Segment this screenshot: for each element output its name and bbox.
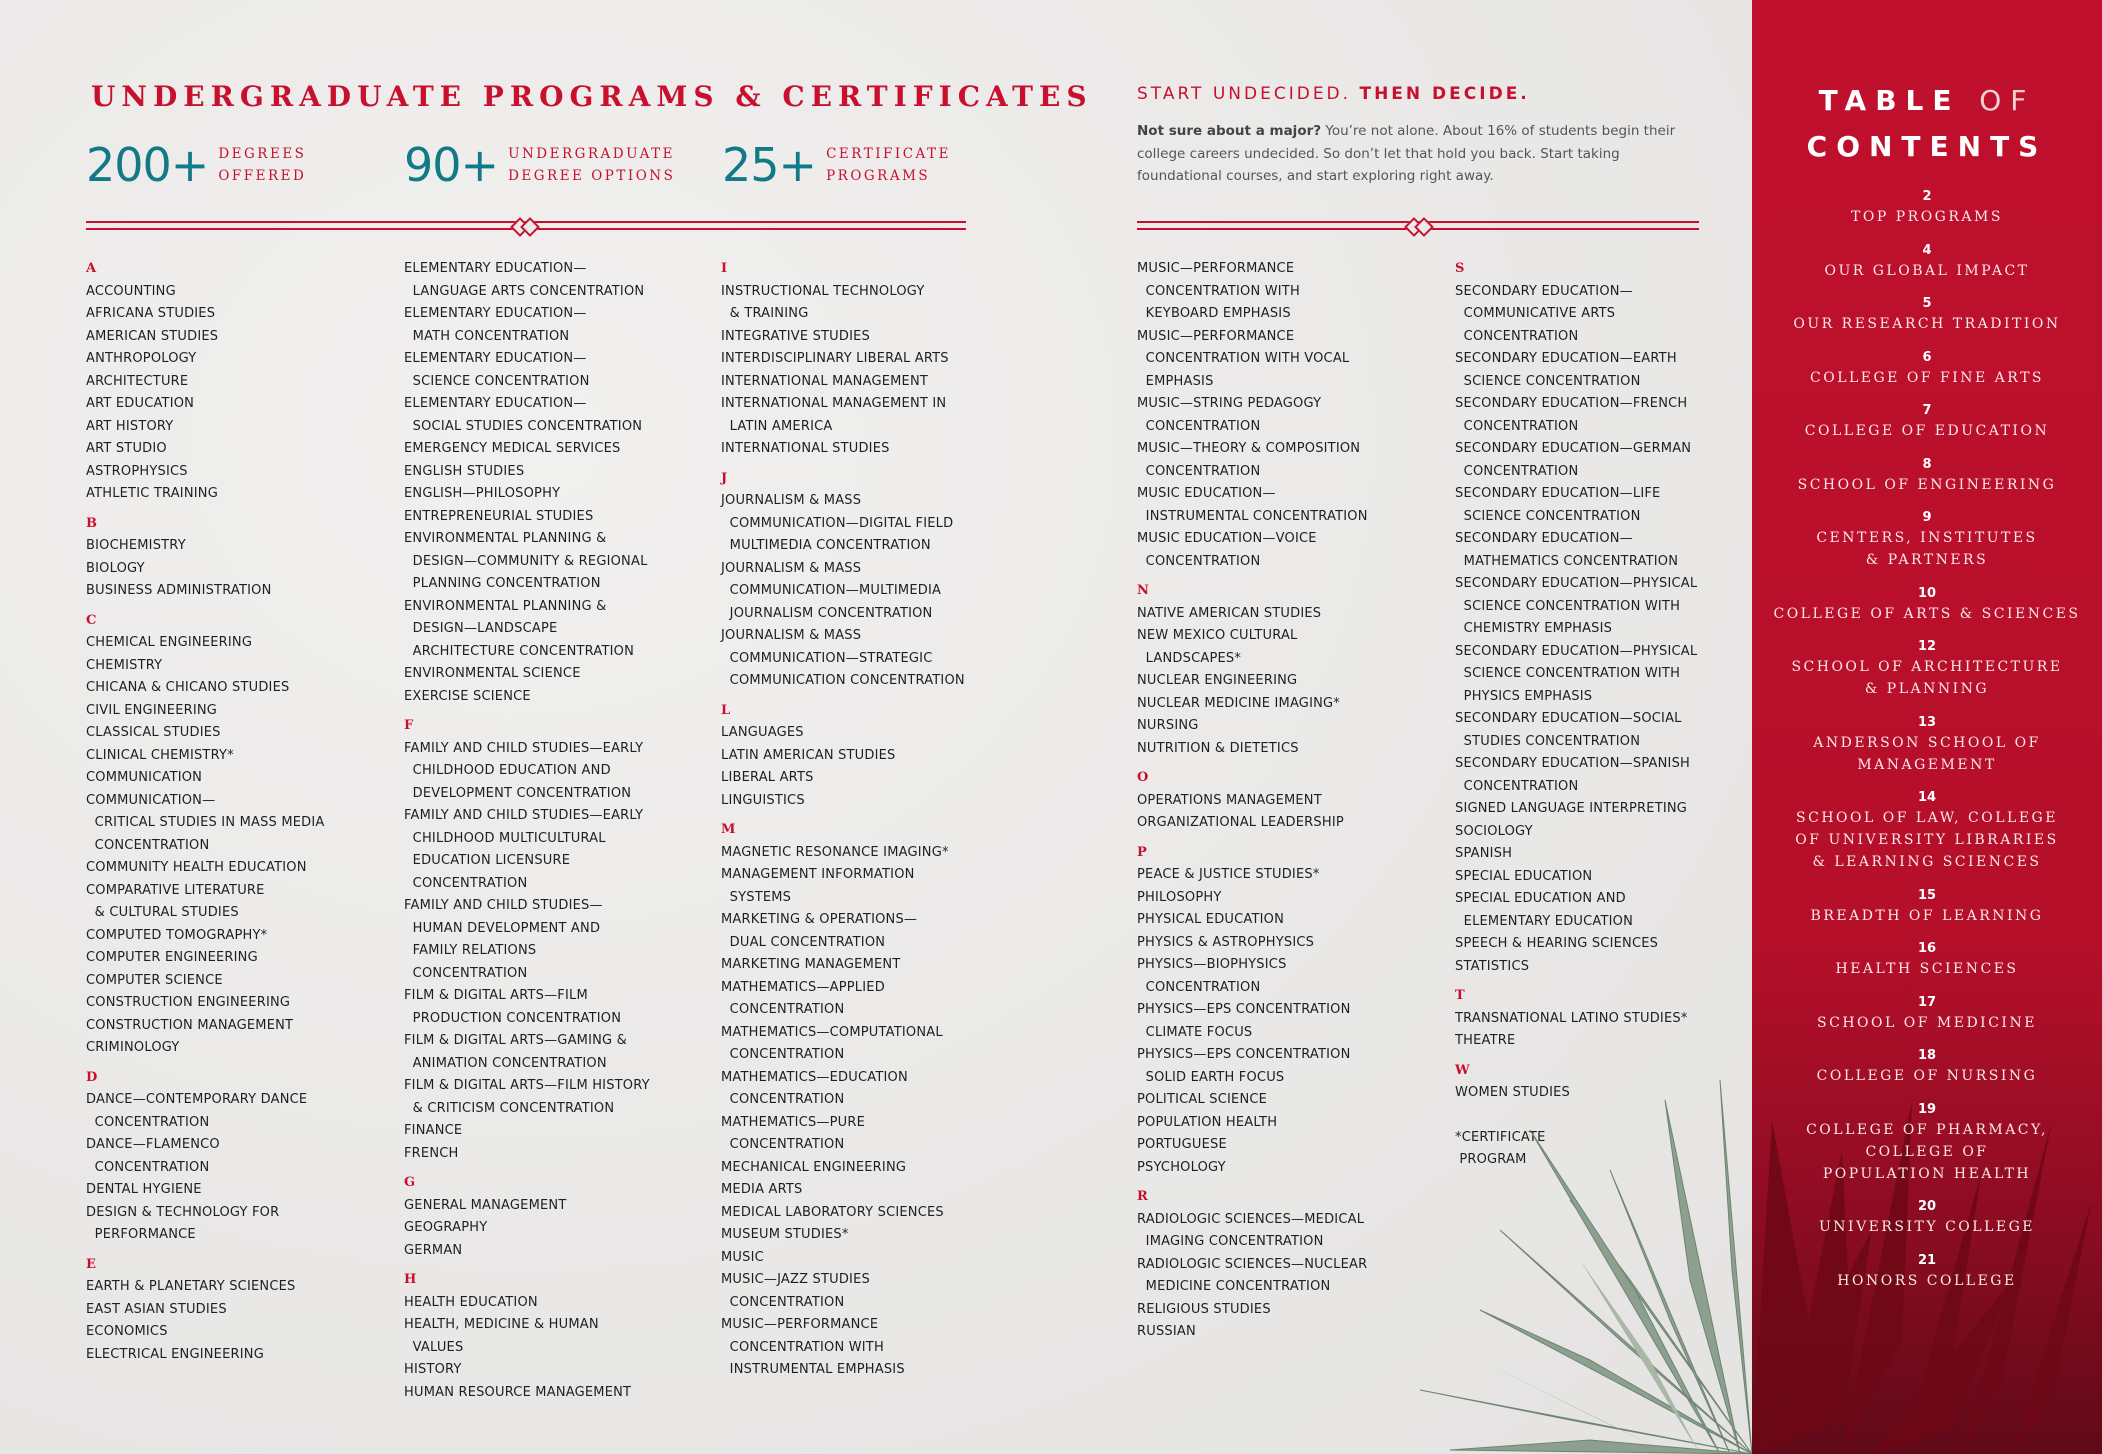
toc-page-number: 16 — [1917, 941, 1937, 956]
program-item: MARKETING & OPERATIONS— DUAL CONCENTRATION — [721, 912, 918, 950]
program-item: FAMILY AND CHILD STUDIES—EARLY CHILDHOOD MULTICULTURAL EDUCATION LICENSURE CONCENTRATION — [404, 808, 644, 891]
program-column — [86, 258, 401, 1366]
program-item: PHYSICS—EPS CONCENTRATION SOLID EARTH FOCUS — [1137, 1047, 1351, 1085]
toc-item-title: SCHOOL OF ARCHITECTURE & PLANNING — [1791, 659, 2063, 697]
program-item: DENTAL HYGIENE — [86, 1182, 202, 1197]
program-item: ENGLISH STUDIES — [404, 463, 525, 479]
program-item: SOCIOLOGY — [1455, 823, 1533, 839]
program-item: PORTUGUESE — [1137, 1137, 1227, 1152]
program-item: FILM & DIGITAL ARTS—FILM HISTORY & CRITICISM CONCENTRATION — [404, 1078, 650, 1116]
program-item: PHILOSOPHY — [1137, 889, 1222, 905]
letter-heading: B — [86, 515, 97, 531]
program-item: MUSIC—PERFORMANCE CONCENTRATION WITH KEYBOARD EMPHASIS — [1137, 261, 1300, 321]
toc-item-title: CENTERS, INSTITUTES & PARTNERS — [1816, 530, 2038, 568]
undecided-divider — [1137, 220, 1699, 232]
program-item: LANGUAGES — [721, 725, 804, 740]
program-item: INTERNATIONAL MANAGEMENT — [721, 373, 929, 389]
toc-item-title: COLLEGE OF NURSING — [1816, 1068, 2038, 1084]
toc-page-number: 12 — [1917, 639, 1937, 654]
toc-item[interactable] — [1752, 1198, 2102, 1238]
program-item: MUSIC EDUCATION— INSTRUMENTAL CONCENTRATION — [1137, 486, 1368, 524]
program-item: ENTREPRENEURIAL STUDIES — [404, 508, 594, 524]
program-item: FILM & DIGITAL ARTS—GAMING & ANIMATION CONCENTRATION — [404, 1033, 627, 1071]
letter-heading: C — [86, 612, 97, 628]
program-item: MUSIC—PERFORMANCE CONCENTRATION WITH VOCAL EMPHASIS — [1137, 328, 1350, 389]
program-item: OPERATIONS MANAGEMENT — [1137, 792, 1322, 808]
program-item: MANAGEMENT INFORMATION SYSTEMS — [721, 867, 915, 905]
program-item: SECONDARY EDUCATION—SOCIAL STUDIES CONCENTRATION — [1455, 711, 1682, 749]
program-item: ATHLETIC TRAINING — [86, 486, 218, 501]
program-item: MATHEMATICS—PURE CONCENTRATION — [721, 1114, 866, 1152]
program-item: COMMUNICATION — [86, 770, 203, 785]
undecided-title — [1137, 84, 1530, 104]
program-item: MEDICAL LABORATORY SCIENCES — [721, 1204, 944, 1220]
program-item: NUTRITION & DIETETICS — [1137, 740, 1299, 756]
program-item: AFRICANA STUDIES — [86, 306, 216, 321]
toc-item-title: COLLEGE OF FINE ARTS — [1810, 369, 2044, 386]
program-item: INTERNATIONAL MANAGEMENT IN LATIN AMERICA — [721, 396, 947, 434]
letter-heading: D — [86, 1069, 98, 1085]
toc-page-number: 6 — [1922, 349, 1932, 365]
program-item: RUSSIAN — [1137, 1324, 1196, 1339]
toc-page-number: 5 — [1922, 296, 1932, 311]
program-item: INSTRUCTIONAL TECHNOLOGY & TRAINING — [721, 283, 925, 321]
program-item: ENVIRONMENTAL PLANNING & DESIGN—COMMUNITY & REGIONAL PLANNING CONCENTRATION — [404, 531, 648, 591]
program-item: WOMEN STUDIES — [1455, 1085, 1570, 1100]
toc-item[interactable] — [1752, 994, 2102, 1034]
program-item: HEALTH EDUCATION — [404, 1294, 538, 1310]
program-item: DANCE—FLAMENCO CONCENTRATION — [86, 1137, 220, 1175]
program-item: SECONDARY EDUCATION—LIFE SCIENCE CONCENTRATION — [1455, 486, 1661, 524]
program-item: SECONDARY EDUCATION—PHYSICAL SCIENCE CONCENTRATION WITH PHYSICS EMPHASIS — [1455, 643, 1698, 704]
program-item: MATHEMATICS—EDUCATION CONCENTRATION — [721, 1069, 908, 1107]
toc-page-number: 4 — [1922, 242, 1932, 258]
toc-page-number: 15 — [1917, 887, 1937, 903]
undecided-title-b: THEN DECIDE. — [1359, 84, 1530, 104]
stat-label: UNDERGRADUATE DEGREE OPTIONS — [508, 146, 676, 184]
toc-item-title: OUR RESEARCH TRADITION — [1793, 316, 2061, 332]
program-item: MUSIC—STRING PEDAGOGY CONCENTRATION — [1137, 396, 1322, 434]
program-item: ACCOUNTING — [86, 283, 176, 299]
program-item: ART HISTORY — [86, 418, 174, 434]
program-item: FAMILY AND CHILD STUDIES— HUMAN DEVELOPMENT AND FAMILY RELATIONS CONCENTRATION — [404, 898, 603, 981]
program-item: ART EDUCATION — [86, 396, 195, 411]
program-item: STATISTICS — [1455, 958, 1530, 974]
agave-plant-image — [1420, 1060, 1752, 1454]
program-item: ASTROPHYSICS — [86, 463, 188, 479]
undecided-title-a: START UNDECIDED. — [1137, 84, 1352, 104]
toc-item[interactable] — [1752, 638, 2102, 700]
stat-degree-options — [404, 138, 675, 192]
letter-heading: R — [1137, 1189, 1148, 1204]
toc-page-number: 14 — [1917, 790, 1937, 805]
toc-item[interactable] — [1752, 188, 2102, 228]
toc-page-number: 8 — [1922, 456, 1932, 472]
program-item: CHEMISTRY — [86, 657, 163, 673]
program-item: RELIGIOUS STUDIES — [1137, 1301, 1271, 1317]
program-item: SPEECH & HEARING SCIENCES — [1455, 936, 1659, 951]
program-item: LINGUISTICS — [721, 792, 805, 808]
toc-item-title: BREADTH OF LEARNING — [1810, 907, 2044, 924]
program-item: HISTORY — [404, 1362, 462, 1377]
program-column — [404, 258, 719, 1404]
toc-item[interactable] — [1752, 714, 2102, 776]
program-item: HEALTH, MEDICINE & HUMAN VALUES — [404, 1317, 599, 1355]
program-item: MUSIC EDUCATION—VOICE CONCENTRATION — [1137, 531, 1317, 569]
program-item: DANCE—CONTEMPORARY DANCE CONCENTRATION — [86, 1092, 308, 1130]
toc-item-title: SCHOOL OF LAW, COLLEGE OF UNIVERSITY LIBRARIES & LEARNING SCIENCES — [1795, 810, 2059, 870]
letter-heading: G — [404, 1175, 416, 1190]
program-item: POPULATION HEALTH — [1137, 1114, 1278, 1130]
toc-page-number: 19 — [1917, 1101, 1937, 1117]
program-item: FRENCH — [404, 1145, 459, 1161]
program-item: ENGLISH—PHILOSOPHY — [404, 486, 561, 501]
letter-heading: W — [1455, 1062, 1470, 1078]
program-item: *CERTIFICATE PROGRAM — [1455, 1129, 1546, 1167]
program-item: SPANISH — [1455, 846, 1513, 861]
program-item: NURSING — [1137, 718, 1199, 733]
toc-page-number: 7 — [1922, 403, 1932, 418]
toc-item[interactable] — [1752, 509, 2102, 571]
program-item: PHYSICS—BIOPHYSICS CONCENTRATION — [1137, 957, 1287, 995]
page-heading: UNDERGRADUATE PROGRAMS & CERTIFICATES — [91, 80, 1093, 113]
program-item: NUCLEAR MEDICINE IMAGING* — [1137, 695, 1341, 711]
program-item: JOURNALISM & MASS COMMUNICATION—MULTIMEDIA JOURNALISM CONCENTRATION — [721, 560, 942, 621]
program-item: ORGANIZATIONAL LEADERSHIP — [1137, 815, 1344, 830]
program-item: EAST ASIAN STUDIES — [86, 1301, 227, 1317]
toc-page-number: 20 — [1917, 1199, 1937, 1214]
heading-divider — [86, 220, 966, 232]
program-item: SECONDARY EDUCATION—FRENCH CONCENTRATION — [1455, 396, 1688, 434]
toc-item[interactable] — [1752, 789, 2102, 873]
program-item: CONSTRUCTION ENGINEERING — [86, 995, 291, 1010]
toc-page-number: 21 — [1917, 1252, 1937, 1268]
toc-item-title: COLLEGE OF PHARMACY, COLLEGE OF POPULATION HEALTH — [1806, 1121, 2048, 1182]
letter-heading: I — [721, 261, 728, 276]
toc-title-table: TABLE — [1818, 84, 1961, 117]
toc-item[interactable] — [1752, 887, 2102, 927]
toc-item-title: HONORS COLLEGE — [1837, 1272, 2017, 1289]
stat-degrees — [86, 138, 306, 192]
program-item: PHYSICAL EDUCATION — [1137, 912, 1285, 927]
undecided-body — [1137, 120, 1717, 188]
toc-item[interactable] — [1752, 940, 2102, 980]
letter-heading: S — [1455, 261, 1465, 276]
program-item: GERMAN — [404, 1242, 463, 1258]
program-item: MUSIC—THEORY & COMPOSITION CONCENTRATION — [1137, 441, 1361, 479]
program-item: GENERAL MANAGEMENT — [404, 1197, 567, 1213]
toc-item[interactable] — [1752, 349, 2102, 389]
program-item: BIOLOGY — [86, 560, 145, 576]
program-item: COMPUTER SCIENCE — [86, 972, 223, 988]
program-item: CHEMICAL ENGINEERING — [86, 635, 253, 650]
program-column — [721, 258, 1036, 1382]
program-item: PHYSICS & ASTROPHYSICS — [1137, 934, 1315, 950]
letter-heading: T — [1455, 988, 1465, 1003]
stat-number: 200+ — [86, 138, 209, 192]
program-item: BIOCHEMISTRY — [86, 538, 186, 553]
toc-item[interactable] — [1752, 1101, 2102, 1185]
program-item: ELEMENTARY EDUCATION— MATH CONCENTRATION — [404, 306, 587, 344]
program-item: DESIGN & TECHNOLOGY FOR PERFORMANCE — [86, 1204, 280, 1242]
program-item: SECONDARY EDUCATION—PHYSICAL SCIENCE CONCENTRATION WITH CHEMISTRY EMPHASIS — [1455, 576, 1698, 636]
toc-item[interactable] — [1752, 1252, 2102, 1292]
letter-heading: P — [1137, 844, 1147, 860]
program-column — [1455, 258, 1770, 1172]
program-item: MUSIC — [721, 1249, 764, 1265]
program-item: CHICANA & CHICANO STUDIES — [86, 680, 290, 695]
toc-page-number: 10 — [1917, 585, 1937, 601]
letter-heading: N — [1137, 583, 1149, 598]
program-item: MATHEMATICS—COMPUTATIONAL CONCENTRATION — [721, 1024, 943, 1062]
toc-item[interactable] — [1752, 585, 2102, 625]
program-item: ELEMENTARY EDUCATION— SCIENCE CONCENTRATION — [404, 351, 590, 389]
program-item: SECONDARY EDUCATION—EARTH SCIENCE CONCENTRATION — [1455, 351, 1677, 389]
stat-label: CERTIFICATE PROGRAMS — [826, 146, 951, 184]
toc-item[interactable] — [1752, 402, 2102, 442]
program-item: CLINICAL CHEMISTRY* — [86, 747, 234, 763]
stat-number: 25+ — [722, 138, 817, 192]
toc-title-contents: CONTENTS — [1806, 130, 2048, 163]
stat-label: DEGREES OFFERED — [218, 146, 307, 184]
toc-item-title: COLLEGE OF ARTS & SCIENCES — [1773, 605, 2081, 622]
program-item: MUSEUM STUDIES* — [721, 1227, 849, 1242]
program-item: CRIMINOLOGY — [86, 1040, 180, 1055]
program-item: ANTHROPOLOGY — [86, 351, 197, 366]
program-item: COMPUTED TOMOGRAPHY* — [86, 927, 268, 943]
program-item: SECONDARY EDUCATION— MATHEMATICS CONCENTRATION — [1455, 531, 1679, 569]
program-item: MUSIC—PERFORMANCE CONCENTRATION WITH INSTRUMENTAL EMPHASIS — [721, 1317, 905, 1377]
program-item: MEDIA ARTS — [721, 1182, 803, 1197]
letter-heading: J — [721, 470, 728, 486]
program-item: ART STUDIO — [86, 441, 167, 456]
toc-item-title: OUR GLOBAL IMPACT — [1824, 262, 2030, 279]
toc-item-title: HEALTH SCIENCES — [1835, 961, 2019, 977]
program-item: ENVIRONMENTAL PLANNING & DESIGN—LANDSCAPE ARCHITECTURE CONCENTRATION — [404, 598, 635, 659]
program-item: EXERCISE SCIENCE — [404, 688, 531, 704]
letter-heading: H — [404, 1272, 417, 1287]
program-item: INTERDISCIPLINARY LIBERAL ARTS — [721, 351, 949, 366]
program-item: EARTH & PLANETARY SCIENCES — [86, 1279, 296, 1294]
program-item: MUSIC—JAZZ STUDIES CONCENTRATION — [721, 1272, 870, 1310]
program-item: THEATRE — [1455, 1033, 1516, 1048]
program-item: POLITICAL SCIENCE — [1137, 1092, 1268, 1107]
program-item: NEW MEXICO CULTURAL LANDSCAPES* — [1137, 628, 1298, 666]
program-item: BUSINESS ADMINISTRATION — [86, 583, 272, 598]
program-item: ARCHITECTURE — [86, 373, 189, 389]
toc-title-of: OF — [1979, 84, 2036, 117]
toc-page-number: 17 — [1917, 994, 1937, 1010]
toc-item[interactable] — [1752, 242, 2102, 282]
letter-heading: F — [404, 718, 414, 733]
program-item: CLASSICAL STUDIES — [86, 725, 221, 740]
letter-heading: M — [721, 822, 736, 837]
program-item: SECONDARY EDUCATION—SPANISH CONCENTRATION — [1455, 756, 1691, 794]
toc-list — [1752, 188, 2102, 1305]
program-item: LIBERAL ARTS — [721, 770, 814, 785]
program-item: LATIN AMERICAN STUDIES — [721, 747, 896, 763]
program-item: COMPARATIVE LITERATURE & CULTURAL STUDIES — [86, 882, 265, 920]
program-item: CIVIL ENGINEERING — [86, 702, 218, 718]
toc-page-number: 18 — [1917, 1048, 1937, 1063]
toc-item-title: SCHOOL OF MEDICINE — [1817, 1014, 2037, 1031]
program-item: JOURNALISM & MASS COMMUNICATION—STRATEGIC COMMUNICATION CONCENTRATION — [721, 628, 965, 688]
program-item: INTEGRATIVE STUDIES — [721, 328, 871, 344]
program-item: ENVIRONMENTAL SCIENCE — [404, 666, 581, 681]
toc-item[interactable] — [1752, 456, 2102, 496]
program-item: SPECIAL EDUCATION AND ELEMENTARY EDUCATION — [1455, 891, 1634, 929]
program-item: NUCLEAR ENGINEERING — [1137, 673, 1298, 688]
program-item: NATIVE AMERICAN STUDIES — [1137, 605, 1322, 621]
toc-page-number: 13 — [1917, 714, 1937, 730]
program-item: COMPUTER ENGINEERING — [86, 950, 258, 965]
program-item: COMMUNICATION— CRITICAL STUDIES IN MASS MEDIA CONCENTRATION — [86, 792, 325, 853]
letter-heading: O — [1137, 770, 1149, 785]
toc-item-title: ANDERSON SCHOOL OF MANAGEMENT — [1813, 734, 2041, 773]
program-item: MAGNETIC RESONANCE IMAGING* — [721, 844, 949, 860]
letter-heading: L — [721, 702, 731, 718]
letter-heading: A — [86, 261, 97, 276]
program-column — [1137, 258, 1452, 1344]
program-item: HUMAN RESOURCE MANAGEMENT — [404, 1384, 632, 1400]
program-item: INTERNATIONAL STUDIES — [721, 441, 890, 456]
toc-item[interactable] — [1752, 295, 2102, 335]
program-item: RADIOLOGIC SCIENCES—NUCLEAR MEDICINE CONCENTRATION — [1137, 1256, 1368, 1294]
program-item: MARKETING MANAGEMENT — [721, 957, 901, 972]
program-item: CONSTRUCTION MANAGEMENT — [86, 1017, 294, 1033]
program-item: RADIOLOGIC SCIENCES—MEDICAL IMAGING CONCENTRATION — [1137, 1211, 1365, 1249]
program-item: ECONOMICS — [86, 1324, 168, 1339]
toc-page-number: 2 — [1922, 189, 1932, 204]
program-item: TRANSNATIONAL LATINO STUDIES* — [1455, 1010, 1688, 1026]
program-item: EMERGENCY MEDICAL SERVICES — [404, 441, 621, 456]
program-item: FINANCE — [404, 1123, 463, 1138]
table-of-contents — [1752, 0, 2102, 1454]
program-item: FILM & DIGITAL ARTS—FILM PRODUCTION CONCENTRATION — [404, 988, 622, 1026]
program-item: PSYCHOLOGY — [1137, 1159, 1226, 1175]
toc-item-title: UNIVERSITY COLLEGE — [1818, 1219, 2035, 1235]
letter-heading: E — [86, 1256, 96, 1272]
toc-item-title: SCHOOL OF ENGINEERING — [1797, 476, 2057, 493]
toc-item-title: COLLEGE OF EDUCATION — [1804, 423, 2050, 439]
program-item: AMERICAN STUDIES — [86, 328, 219, 344]
program-item: SPECIAL EDUCATION — [1455, 868, 1593, 884]
stat-certificates — [722, 138, 951, 192]
program-item: MATHEMATICS—APPLIED CONCENTRATION — [721, 979, 885, 1017]
program-item: JOURNALISM & MASS COMMUNICATION—DIGITAL FIELD MULTIMEDIA CONCENTRATION — [721, 493, 954, 553]
undecided-text: You’re not alone. About 16% of students begin their college careers undecided. So don’t let that hold you back. Start taking foundational courses, and start exploring right away. — [1137, 123, 1676, 184]
program-item: MECHANICAL ENGINEERING — [721, 1159, 907, 1175]
toc-item[interactable] — [1752, 1047, 2102, 1087]
toc-page-number: 9 — [1922, 510, 1932, 525]
program-item: PHYSICS—EPS CONCENTRATION CLIMATE FOCUS — [1137, 1002, 1351, 1040]
program-item: SECONDARY EDUCATION— COMMUNICATIVE ARTS CONCENTRATION — [1455, 283, 1633, 344]
program-item: PEACE & JUSTICE STUDIES* — [1137, 867, 1320, 882]
program-item: ELECTRICAL ENGINEERING — [86, 1346, 264, 1362]
toc-title — [1752, 78, 2102, 170]
program-item: ELEMENTARY EDUCATION— SOCIAL STUDIES CONCENTRATION — [404, 396, 643, 434]
program-item: FAMILY AND CHILD STUDIES—EARLY CHILDHOOD EDUCATION AND DEVELOPMENT CONCENTRATION — [404, 740, 644, 801]
program-item: SIGNED LANGUAGE INTERPRETING — [1455, 801, 1688, 816]
program-item: SECONDARY EDUCATION—GERMAN CONCENTRATION — [1455, 441, 1692, 479]
program-item: COMMUNITY HEALTH EDUCATION — [86, 860, 307, 875]
program-item: ELEMENTARY EDUCATION— LANGUAGE ARTS CONCENTRATION — [404, 261, 645, 299]
program-item: GEOGRAPHY — [404, 1220, 488, 1235]
undecided-lead: Not sure about a major? — [1137, 123, 1322, 139]
stat-number: 90+ — [404, 138, 499, 192]
toc-item-title: TOP PROGRAMS — [1851, 209, 2003, 225]
